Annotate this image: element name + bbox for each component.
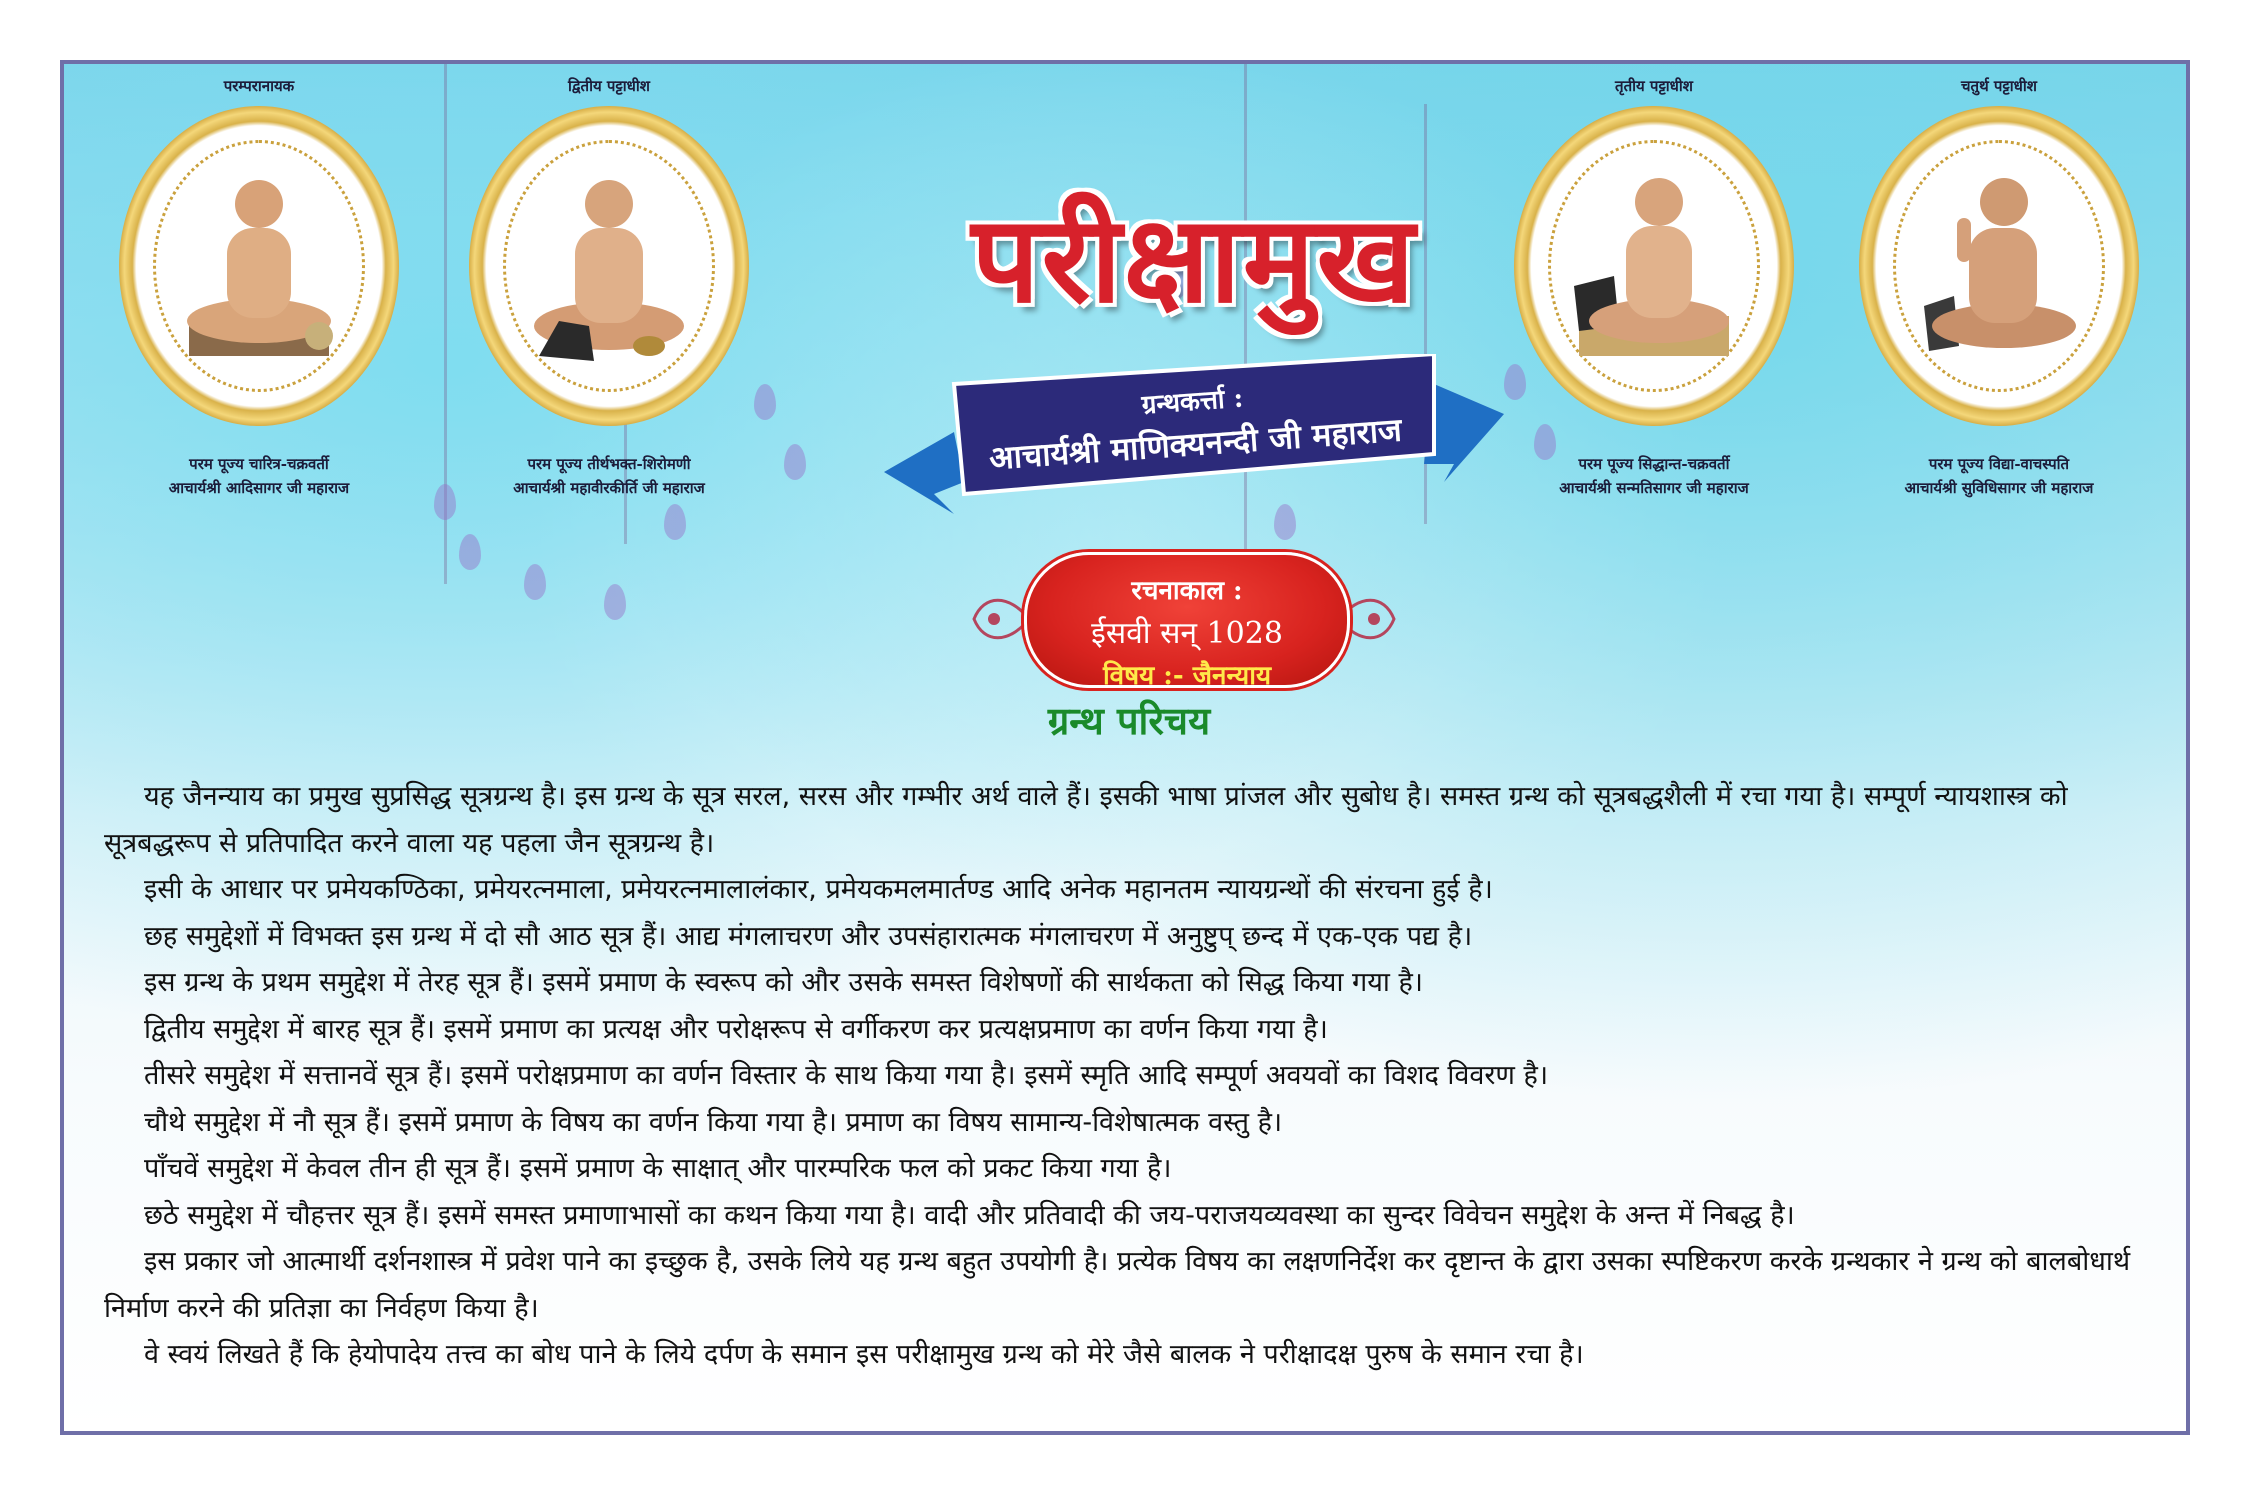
paragraph: यह जैनन्याय का प्रमुख सुप्रसिद्ध सूत्रग्रन्थ है। इस ग्रन्थ के सूत्र सरल, सरस और गम्भीर अर्थ वाले हैं। इसकी भाषा प्रांजल और सुबोध है। समस्त ग्रन्थ को सूत्रबद्धशैली में रचा गया है। सम्पूर्ण न्यायशास्त्र को सूत्रबद्धरूप से प्रतिपादित करने वाला यह पहला जैन सूत्रग्रन्थ है। bbox=[104, 781, 2068, 859]
flower-petal bbox=[784, 444, 806, 480]
composition-pill bbox=[1024, 552, 1350, 691]
portrait-caption-name: आचार्यश्री सुविधिसागर जी महाराज bbox=[1904, 479, 2094, 497]
wreath-frame bbox=[1893, 140, 2105, 392]
paragraph: वे स्वयं लिखते हैं कि हेयोपादेय तत्त्व का बोध पाने के लिये दर्पण के समान इस परीक्षामुख ग्रन्थ को मेरे जैसे बालक ने परीक्षादक्ष पुरुष के समान रचा है। bbox=[144, 1339, 1584, 1370]
flower-petal bbox=[459, 534, 481, 570]
blessing-monk-icon bbox=[1909, 156, 2089, 376]
composition-badge bbox=[1004, 544, 1364, 694]
golden-wreath bbox=[1514, 106, 1794, 426]
portrait-4 bbox=[1849, 76, 2149, 500]
portrait-caption-name: आचार्यश्री आदिसागर जी महाराज bbox=[168, 479, 350, 497]
flower-petal bbox=[664, 504, 686, 540]
paragraph: पाँचवें समुद्देश में केवल तीन ही सूत्र हैं। इसमें प्रमाण के साक्षात् और पारम्परिक फल को प्रकट किया गया है। bbox=[144, 1153, 1172, 1184]
portrait-caption-title: परम पूज्य चारित्र-चक्रवर्ती bbox=[189, 455, 329, 473]
portrait-3 bbox=[1504, 76, 1804, 500]
paragraph: तीसरे समुद्देश में सत्तानवें सूत्र हैं। इसमें परोक्षप्रमाण का वर्णन विस्तार के साथ किया गया है। इसमें स्मृति आदि सम्पूर्ण अवयवों का विशद विवरण है। bbox=[144, 1060, 1549, 1091]
portrait-caption-name: आचार्यश्री महावीरकीर्ति जी महाराज bbox=[513, 479, 705, 497]
portrait-rank: परम्परानायक bbox=[223, 77, 295, 95]
author-ribbon bbox=[884, 354, 1504, 514]
seated-monk-icon bbox=[519, 156, 699, 376]
composition-year: ईसवी सन् 1028 bbox=[1091, 616, 1283, 651]
author-name: आचार्यश्री माणिक्यनन्दी जी महाराज bbox=[987, 410, 1403, 478]
seated-monk-icon bbox=[169, 156, 349, 376]
flower-petal bbox=[604, 584, 626, 620]
seated-monk-icon bbox=[1564, 156, 1744, 376]
portrait-rank: चतुर्थ पट्टाधीश bbox=[1961, 77, 2037, 95]
portrait-caption-title: परम पूज्य विद्या-वाचस्पति bbox=[1928, 455, 2070, 473]
flower-petal bbox=[524, 564, 546, 600]
portrait-2 bbox=[459, 76, 759, 500]
portrait-rank: द्वितीय पट्टाधीश bbox=[568, 77, 650, 95]
paragraph: चौथे समुद्देश में नौ सूत्र हैं। इसमें प्रमाण के विषय का वर्णन किया गया है। प्रमाण का विषय सामान्य-विशेषात्मक वस्तु है। bbox=[144, 1106, 1283, 1138]
book-introduction bbox=[104, 774, 2154, 1379]
golden-wreath bbox=[119, 106, 399, 426]
golden-wreath bbox=[1859, 106, 2139, 426]
paragraph: इस ग्रन्थ के प्रथम समुद्देश में तेरह सूत्र हैं। इसमें प्रमाण के स्वरूप को और उसके समस्त विशेषणों की सार्थकता को सिद्ध किया गया है। bbox=[144, 967, 1424, 998]
portrait-caption-name: आचार्यश्री सन्मतिसागर जी महाराज bbox=[1559, 479, 1749, 497]
portrait-caption-title: परम पूज्य सिद्धान्त-चक्रवर्ती bbox=[1578, 455, 1730, 473]
wreath-frame bbox=[503, 140, 715, 392]
portrait-rank: तृतीय पट्टाधीश bbox=[1615, 77, 1693, 95]
golden-wreath bbox=[469, 106, 749, 426]
paragraph: द्वितीय समुद्देश में बारह सूत्र हैं। इसमें प्रमाण का प्रत्यक्ष और परोक्षरूप से वर्गीकरण कर प्रत्यक्षप्रमाण का वर्णन किया गया है। bbox=[144, 1013, 1328, 1045]
book-title: परीक्षामुख bbox=[971, 189, 1417, 330]
author-label: ग्रन्थकर्त्ता : bbox=[1140, 383, 1245, 421]
subject-label: विषय :- जैनन्याय bbox=[1102, 661, 1272, 691]
composition-label: रचनाकाल : bbox=[1131, 576, 1243, 606]
poster bbox=[60, 60, 2190, 1435]
paragraph: छठे समुद्देश में चौहत्तर सूत्र हैं। इसमें समस्त प्रमाणाभासों का कथन किया गया है। वादी और प्रतिवादी की जय-पराजयव्यवस्था का सुन्दर विवेचन समुद्देश के अन्त में निबद्ध है। bbox=[144, 1199, 1795, 1231]
portrait-1 bbox=[109, 76, 409, 500]
section-heading: ग्रन्थ परिचय bbox=[1047, 698, 1211, 743]
paragraph: इस प्रकार जो आत्मार्थी दर्शनशास्त्र में प्रवेश पाने का इच्छुक है, उसके लिये यह ग्रन्थ बहुत उपयोगी है। प्रत्येक विषय का लक्षणनिर्देश कर दृष्टान्त के द्वारा उसका स्पष्टिकरण करके ग्रन्थकार ने ग्रन्थ को बालबोधार्थ निर्माण करने की प्रतिज्ञा का निर्वहण किया है। bbox=[104, 1246, 2131, 1324]
flower-petal bbox=[434, 484, 456, 520]
paragraph: इसी के आधार पर प्रमेयकण्ठिका, प्रमेयरत्नमाला, प्रमेयरत्नमालालंकार, प्रमेयकमलमार्तण्ड आदि अनेक महानतम न्यायग्रन्थों की संरचना हुई है। bbox=[144, 874, 1493, 905]
wreath-frame bbox=[153, 140, 365, 392]
wreath-frame bbox=[1548, 140, 1760, 392]
decorative-vine bbox=[1244, 64, 1247, 624]
paragraph: छह समुद्देशों में विभक्त इस ग्रन्थ में दो सौ आठ सूत्र हैं। आद्य मंगलाचरण और उपसंहारात्मक मंगलाचरण में अनुष्टुप् छन्द में एक-एक पद्य है। bbox=[144, 920, 1473, 952]
portrait-caption-title: परम पूज्य तीर्थभक्त-शिरोमणी bbox=[527, 455, 691, 473]
